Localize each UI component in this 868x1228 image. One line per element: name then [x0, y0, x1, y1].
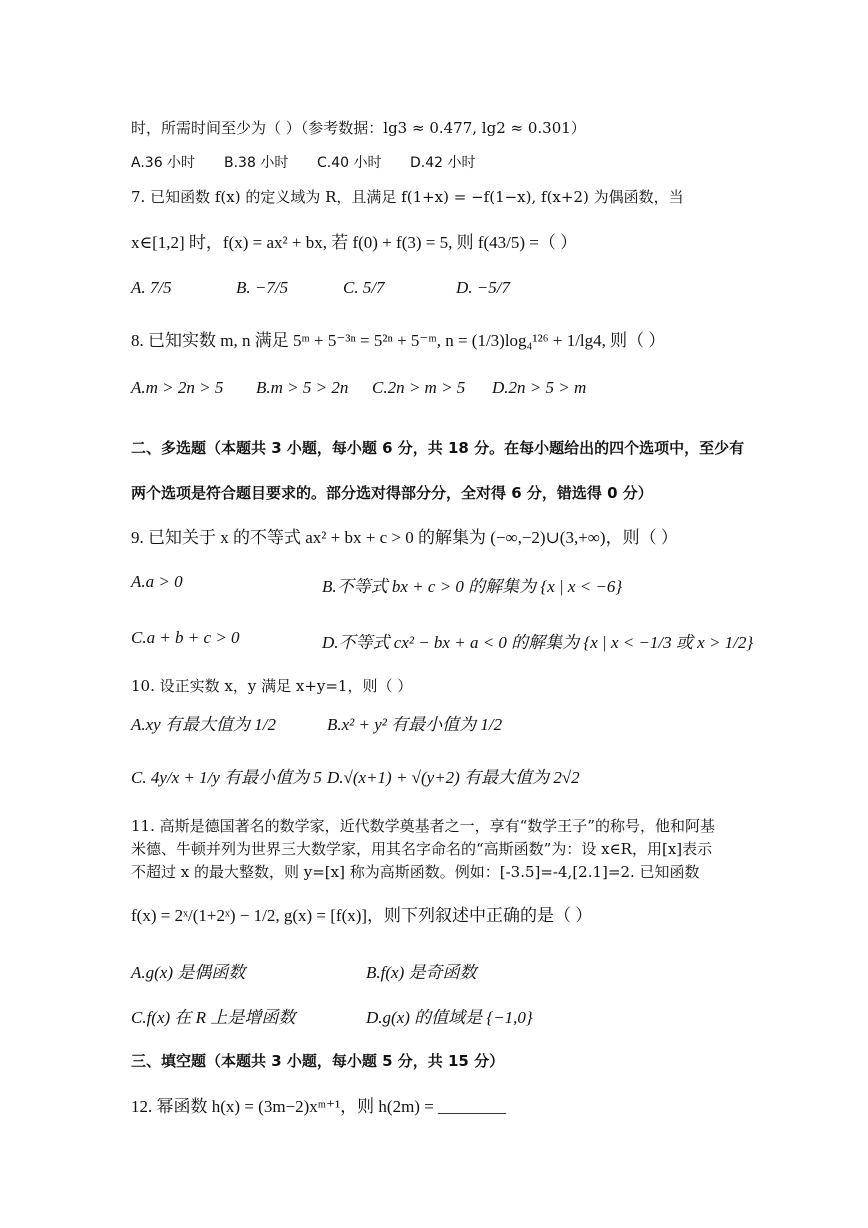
q7-option-b: B. −7/5 [236, 278, 289, 297]
q6-option-c: C.40 小时 [317, 155, 382, 171]
q11-option-a: A.g(x) 是偶函数 [131, 963, 246, 982]
q11-stem-line4: f(x) = 2ˣ/(1+2ˣ) − 1/2, g(x) = [f(x)]，则下列叙述中正确的是（ ） [131, 906, 593, 925]
q7-option-c: C. 5/7 [343, 278, 385, 297]
q11-option-b: B.f(x) 是奇函数 [366, 963, 477, 982]
q11-option-d: D.g(x) 的值域是 {−1,0} [366, 1008, 533, 1027]
q7-stem-line1: 7. 已知函数 f(x) 的定义域为 R，且满足 f(1+x) = −f(1−x), f(x+2) 为偶函数，当 [131, 188, 684, 206]
q9-option-c: C.a + b + c > 0 [131, 628, 240, 647]
q10-option-b: B.x² + y² 有最小值为 1/2 [327, 715, 503, 734]
q11-stem-line2: 米德、牛顿并列为世界三大数学家，用其名字命名的“高斯函数”为：设 x∈R，用[x]表示 [131, 840, 713, 858]
q7-option-d: D. −5/7 [456, 278, 510, 297]
q10-option-d: D.√(x+1) + √(y+2) 有最大值为 2√2 [327, 768, 580, 787]
q6-tail-text: 时，所需时间至少为（ ）（参考数据：lg3 ≈ 0.477, lg2 ≈ 0.301） [131, 119, 586, 137]
q8-option-c: C.2n > m > 5 [372, 378, 466, 397]
q7-stem-line2: x∈[1,2] 时，f(x) = ax² + bx, 若 f(0) + f(3) = 5, 则 f(43/5) =（ ） [131, 233, 578, 252]
q10-option-c: C. 4y/x + 1/y 有最小值为 5 [131, 768, 322, 787]
q6-option-a: A.36 小时 [131, 155, 196, 171]
q11-stem-line1: 11. 高斯是德国著名的数学家，近代数学奠基者之一，享有“数学王子”的称号，他和阿基 [131, 817, 715, 835]
q12-stem: 12. 幂函数 h(x) = (3m−2)xᵐ⁺¹，则 h(2m) = ________ [131, 1097, 507, 1116]
section-2-heading-line2: 两个选项是符合题目要求的。部分选对得部分分，全对得 6 分，错选得 0 分） [131, 484, 653, 502]
q11-option-c: C.f(x) 在 R 上是增函数 [131, 1008, 296, 1027]
q9-option-b: B.不等式 bx + c > 0 的解集为 {x | x < −6} [322, 577, 623, 596]
q10-option-a: A.xy 有最大值为 1/2 [131, 715, 276, 734]
q9-option-a: A.a > 0 [131, 572, 183, 591]
section-3-heading: 三、填空题（本题共 3 小题，每小题 5 分，共 15 分） [131, 1052, 505, 1070]
q6-option-b: B.38 小时 [224, 155, 289, 171]
q10-stem: 10. 设正实数 x，y 满足 x+y=1，则（ ） [131, 677, 413, 695]
q7-option-a: A. 7/5 [131, 278, 172, 297]
q11-stem-line3: 不超过 x 的最大整数，则 y=[x] 称为高斯函数。例如：[-3.5]=-4,[2.1]=2. 已知函数 [131, 863, 700, 881]
q9-option-d: D.不等式 cx² − bx + a < 0 的解集为 {x | x < −1/3 或 x > 1/2} [322, 633, 754, 652]
q8-option-a: A.m > 2n > 5 [131, 378, 224, 397]
q9-stem: 9. 已知关于 x 的不等式 ax² + bx + c > 0 的解集为 (−∞,−2)∪(3,+∞)，则（ ） [131, 528, 678, 547]
section-2-heading-line1: 二、多选题（本题共 3 小题，每小题 6 分，共 18 分。在每小题给出的四个选项中，至少有 [131, 439, 745, 457]
q8-option-d: D.2n > 5 > m [492, 378, 587, 397]
q6-option-d: D.42 小时 [410, 155, 476, 171]
q8-option-b: B.m > 5 > 2n [256, 378, 349, 397]
q8-stem: 8. 已知实数 m, n 满足 5ᵐ + 5⁻³ⁿ = 5²ⁿ + 5⁻ᵐ, n = (1/3)log₄¹²⁶ + 1/lg4, 则（ ） [131, 331, 666, 350]
